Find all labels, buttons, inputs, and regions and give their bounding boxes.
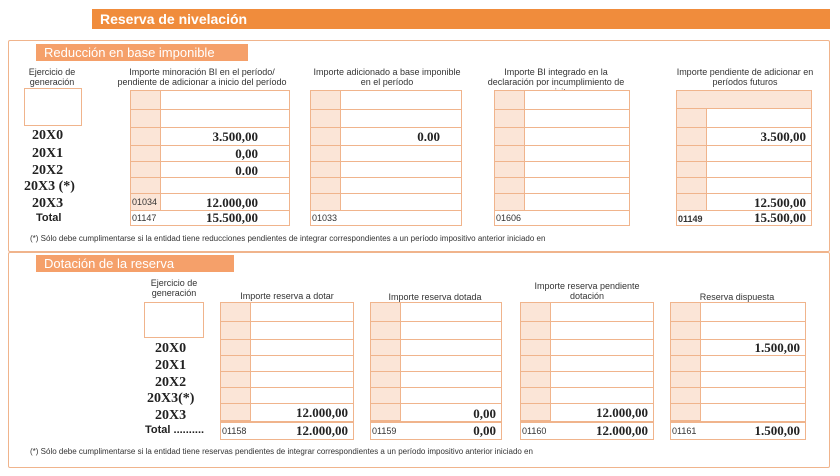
s1-col1-20x0[interactable]: 3.500,00	[212, 129, 258, 144]
s1-col3-grid	[494, 90, 630, 212]
s2-col4-grid	[670, 302, 806, 422]
s2-col4-total-code: 01161	[672, 426, 697, 436]
s1-col1-20x1[interactable]: 0,00	[235, 146, 258, 161]
s1-col1-20x3[interactable]: 12.000,00	[206, 195, 258, 210]
col4-header: Importe pendiente de adicionar en períodos futuros	[676, 67, 814, 87]
s2-col2-20x3[interactable]: 0,00	[473, 406, 496, 421]
s2-total-label: Total ..........	[145, 424, 205, 436]
s1-col2-grid	[310, 90, 462, 212]
s2-col1-header: Importe reserva a dotar	[240, 291, 334, 301]
s2-col4-total[interactable]: 1.500,00	[754, 423, 800, 438]
col3-header: Importe BI integrado en la declaración por incumplimiento de	[487, 67, 625, 87]
s1-year-20x1: 20X1	[32, 146, 64, 161]
s2-col1-20x3[interactable]: 12.000,00	[296, 405, 348, 420]
s1-col4-grid	[676, 90, 812, 212]
s2-col3-total[interactable]: 12.000,00	[596, 423, 648, 438]
s2-year-20x1: 20X1	[155, 358, 187, 373]
s2-col3-header: Importe reserva pendiente dotación	[534, 281, 640, 301]
year-column-blank	[24, 88, 82, 126]
reduction-section-heading: Reducción en base imponible	[36, 44, 248, 61]
s2-footnote: (*) Sólo debe cumplimentarse si la entidad tiene reservas pendientes de integrar correspondientes a un período impositivo anterior iniciado en	[30, 447, 533, 456]
s2-col3-total-code: 01160	[522, 426, 547, 436]
s1-col1-code: 01034	[132, 197, 158, 207]
s2-col4-20x0[interactable]: 1.500,00	[754, 340, 800, 355]
s2-col2-total-code: 01159	[372, 426, 397, 436]
s2-year-20x2: 20X2	[155, 375, 187, 390]
s2-year-20x0: 20X0	[155, 341, 187, 356]
s1-col2-20x0[interactable]: 0.00	[417, 129, 440, 144]
s2-year-column-blank	[144, 302, 204, 338]
form-title: Reserva de nivelación	[92, 9, 830, 29]
s1-col1-total[interactable]: 15.500,00	[206, 210, 258, 225]
s1-col4-total[interactable]: 15.500,00	[754, 210, 806, 225]
s1-year-20x2: 20X2	[32, 163, 64, 178]
reserve-section-heading: Dotación de la reserva	[36, 255, 234, 272]
s1-footnote: (*) Sólo debe cumplimentarse si la entidad tiene reducciones pendientes de integrar correspondientes a un período impositivo anterior iniciado en	[30, 234, 546, 243]
s2-col4-header: Reserva dispuesta	[699, 292, 775, 302]
s2-col3-grid	[520, 302, 654, 422]
s1-col1-20x2[interactable]: 0.00	[235, 163, 258, 178]
col2-header: Importe adicionado a base imponible en el período	[313, 67, 461, 87]
s2-year-20x3-star: 20X3(*)	[147, 391, 195, 406]
col1-header: Importe minoración BI en el período/ pendiente de adicionar a inicio del período	[117, 67, 287, 87]
s1-year-20x3: 20X3	[32, 196, 64, 211]
s2-col2-grid	[370, 302, 502, 422]
s2-col1-total-code: 01158	[222, 426, 247, 436]
s2-col1-total[interactable]: 12.000,00	[296, 423, 348, 438]
s1-col2-total-code: 01033	[312, 213, 338, 223]
s2-col2-total[interactable]: 0,00	[473, 423, 496, 438]
s1-col4-total-code: 01149	[678, 214, 703, 224]
s1-col4-20x3[interactable]: 12.500,00	[754, 195, 806, 210]
s2-col1-grid	[220, 302, 354, 422]
s1-year-20x0: 20X0	[32, 128, 64, 143]
s1-col3-total-code: 01606	[496, 213, 522, 223]
s1-year-20x3-star: 20X3 (*)	[24, 179, 75, 194]
s2-year-column-header: Ejercicio de generación	[150, 278, 198, 298]
year-column-header: Ejercicio de generación	[28, 67, 76, 87]
s2-year-20x3: 20X3	[155, 408, 187, 423]
s2-col2-header: Importe reserva dotada	[388, 292, 482, 302]
s2-col3-20x3[interactable]: 12.000,00	[596, 405, 648, 420]
s1-col4-20x0[interactable]: 3.500,00	[760, 129, 806, 144]
s1-total-label: Total	[36, 212, 62, 224]
s1-col1-total-code: 01147	[132, 213, 157, 223]
